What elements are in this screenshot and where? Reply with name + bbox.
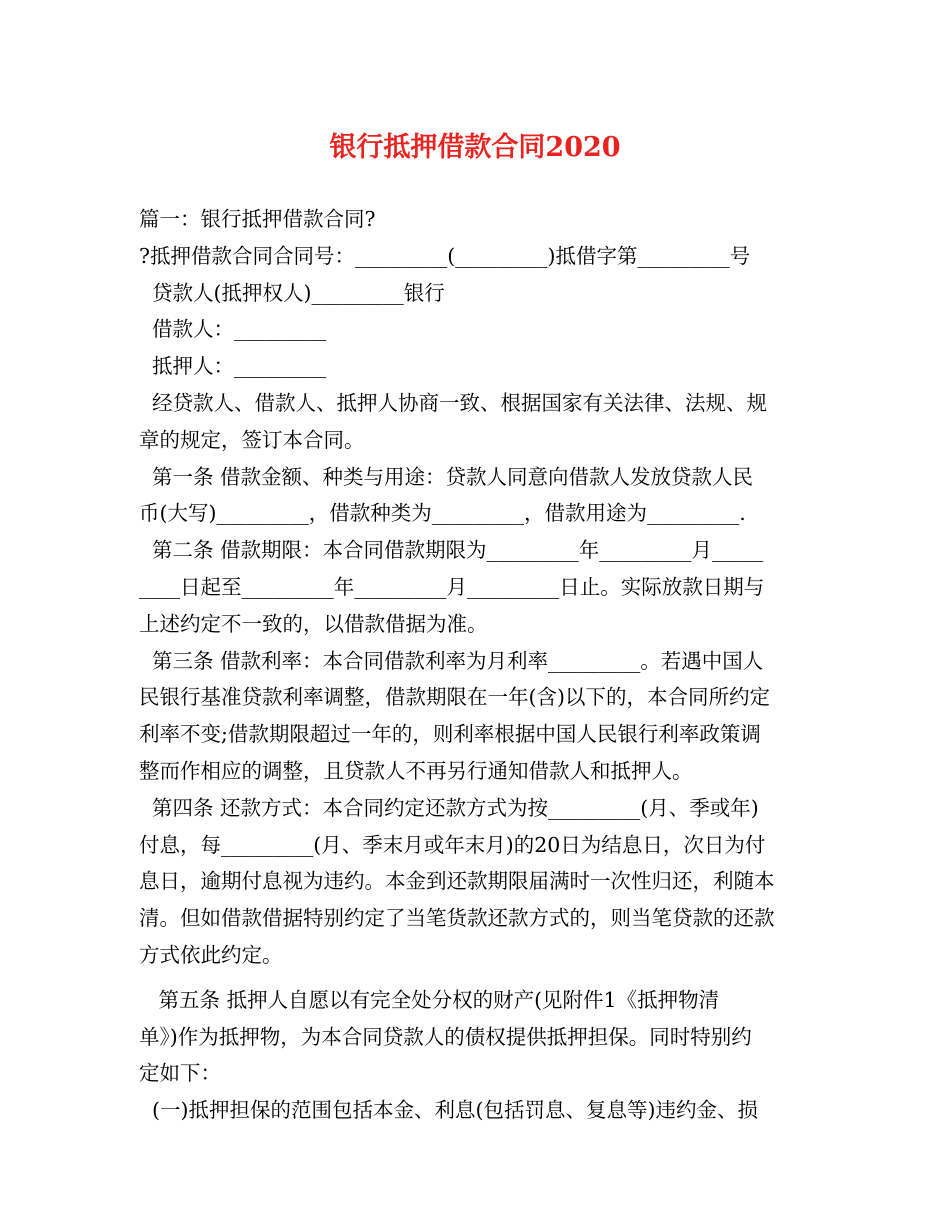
text-line: 第五条 抵押人自愿以有完全处分权的财产(见附件1《抵押物清 — [139, 987, 720, 1012]
text-line: ?抵押借款合同合同号：_________(_________)抵借字第_________号 — [139, 243, 751, 268]
text-line: 定如下： — [139, 1061, 221, 1086]
text-line: 第三条 借款利率：本合同借款利率为月利率_________。若遇中国人 — [139, 648, 764, 673]
text-line: 利率不变;借款期限超过一年的，则利率根据中国人民银行利率政策调 — [139, 722, 761, 747]
paragraph-gap — [139, 974, 811, 982]
text-line: 民银行基准贷款利率调整，借款期限在一年(含)以下的，本合同所约定 — [139, 685, 770, 710]
text-line: 贷款人(抵押权人)_________银行 — [139, 280, 445, 305]
text-line: 经贷款人、借款人、抵押人协商一致、根据国家有关法律、法规、规 — [139, 390, 768, 415]
text-line: 清。但如借款借据特别约定了当笔货款还款方式的，则当笔贷款的还款 — [139, 906, 775, 931]
text-line: 上述约定不一致的，以借款借据为准。 — [139, 611, 488, 636]
text-line: 章的规定，签订本合同。 — [139, 427, 365, 452]
document-body — [139, 201, 811, 1129]
document-title: 银行抵押借款合同2020 — [329, 132, 621, 163]
text-line: 篇一：银行抵押借款合同? — [139, 207, 376, 231]
text-line: 方式依此约定。 — [139, 942, 283, 967]
text-line: 借款人：_________ — [139, 317, 327, 342]
text-line: 第一条 借款金额、种类与用途：贷款人同意向借款人发放贷款人民 — [139, 464, 754, 489]
text-line: 币(大写)_________，借款种类为_________，借款用途为_________. — [139, 501, 746, 526]
text-line: 第二条 借款期限：本合同借款期限为_________年_________月_____ — [139, 538, 764, 563]
text-line: 抵押人：_________ — [139, 354, 327, 379]
text-line: 息日，逾期付息视为违约。本金到还款期限届满时一次性归还，利随本 — [139, 869, 775, 894]
text-line: 整而作相应的调整，且贷款人不再另行通知借款人和抵押人。 — [139, 758, 693, 783]
text-line: 单》)作为抵押物，为本合同贷款人的债权提供抵押担保。同时特别约 — [139, 1024, 752, 1049]
text-line: 第四条 还款方式：本合同约定还款方式为按_________(月、季或年) — [139, 795, 759, 820]
text-line: ____日起至_________年_________月_________日止。实际放款日期与 — [139, 574, 765, 599]
text-line: 付息，每_________(月、季末月或年末月)的20日为结息日，次日为付 — [139, 832, 766, 857]
text-line: (一)抵押担保的范围包括本金、利息(包括罚息、复息等)违约金、损 — [139, 1098, 759, 1123]
